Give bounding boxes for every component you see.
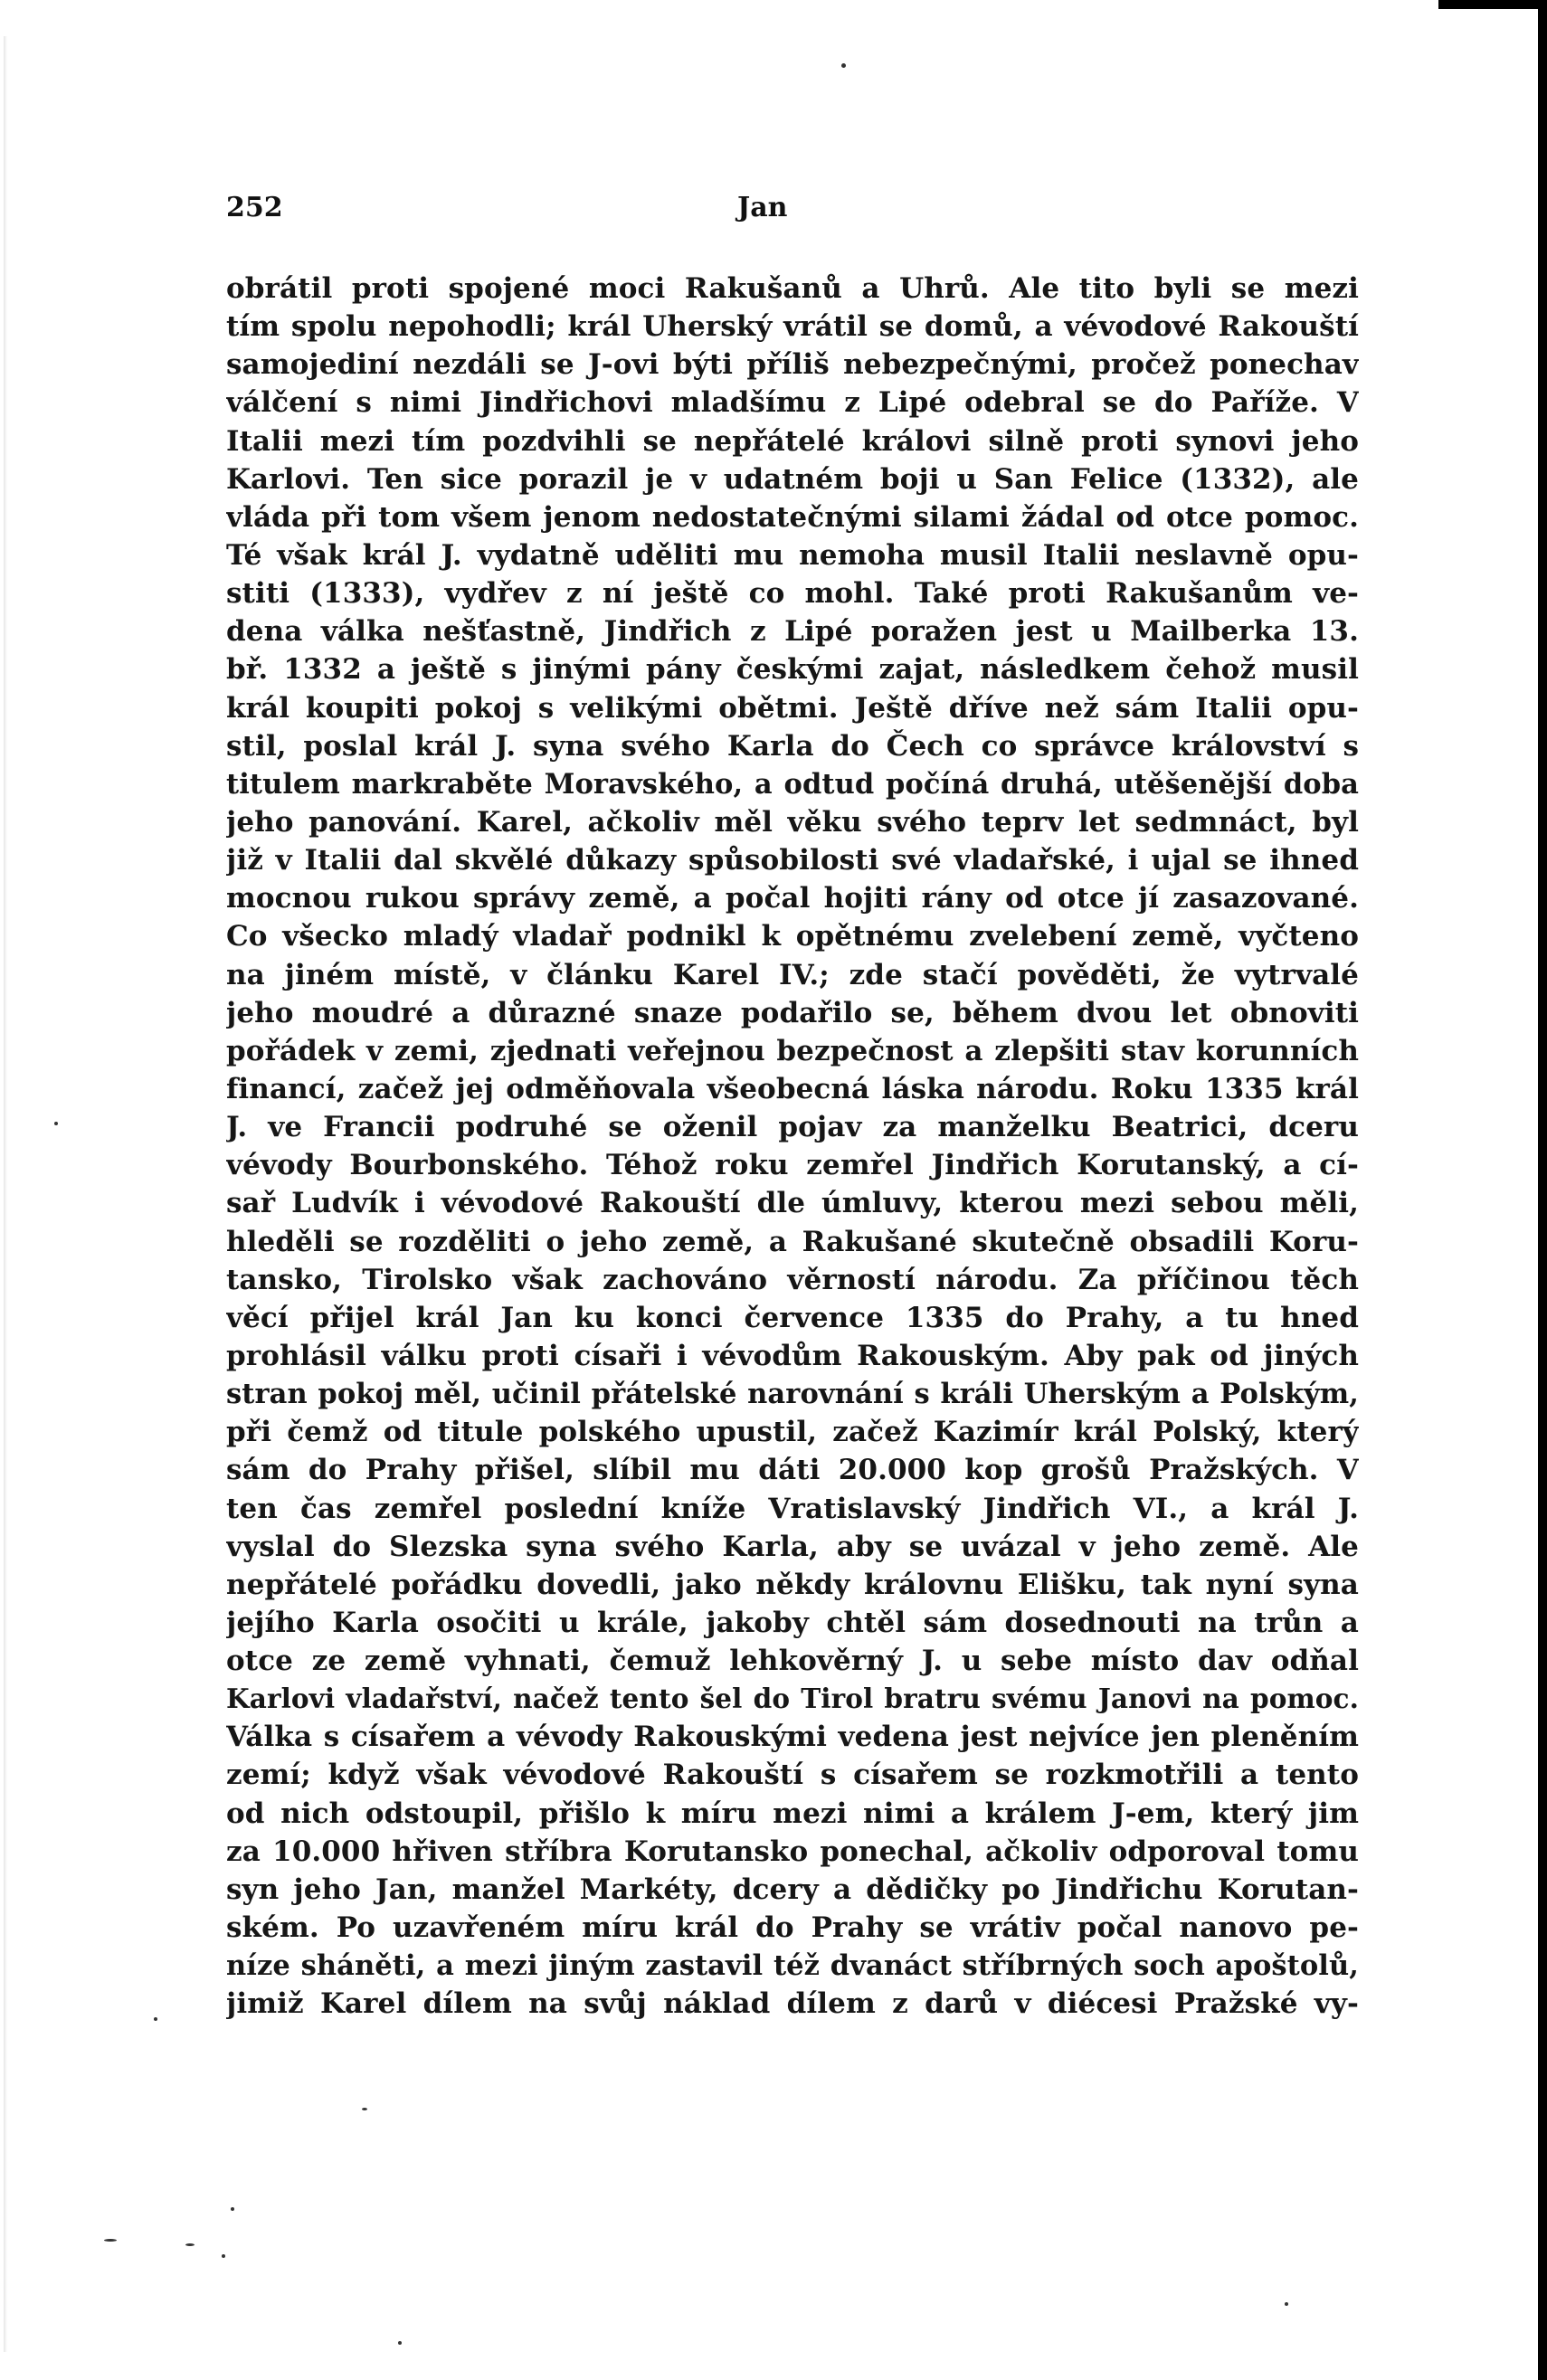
text-line: nepřátelé pořádku dovedli, jako někdy královnu Elišku, tak nyní syna (226, 1568, 1359, 1601)
text-line: Co všecko mladý vladař podnikl k opětnému zvelebení země, vyčteno (226, 920, 1359, 953)
text-line: král koupiti pokoj s velikými obětmi. Ještě dříve než sám Italii opu- (226, 691, 1359, 725)
text-line: stil, poslal král J. syna svého Karla do Čech co správce království s (226, 729, 1359, 763)
text-line: stran pokoj měl, učinil přátelské narovnání s králi Uherským a Polským, (226, 1378, 1359, 1411)
text-line: sař Ludvík i vévodové Rakouští dle úmluvy, kterou mezi sebou měli, (226, 1187, 1359, 1220)
text-line: titulem markraběte Moravského, a odtud počíná druhá, utěšenější doba (226, 767, 1359, 801)
text-line: Válka s císařem a vévody Rakouskými vedena jest nejvíce jen pleněním (226, 1721, 1359, 1754)
text-line: J. ve Francii podruhé se oženil pojav za manželku Beatrici, dceru (226, 1111, 1359, 1144)
text-line: zemí; když však vévodové Rakouští s císařem se rozkmotřili a tento (226, 1759, 1359, 1792)
text-line: prohlásil válku proti císaři i vévodům Rakouským. Aby pak od jiných (226, 1339, 1359, 1372)
text-line: tím spolu nepohodli; král Uherský vrátil se domů, a vévodové Rakouští (226, 310, 1359, 344)
text-line: jeho moudré a důrazné snaze podařilo se, během dvou let obnoviti (226, 996, 1359, 1029)
text-line: pořádek v zemi, zjednati veřejnou bezpečnost a zlepšiti stav korunních (226, 1034, 1359, 1067)
running-head: Jan (737, 192, 788, 223)
text-line: syn jeho Jan, manžel Markéty, dcery a dědičky po Jindřichu Korutan- (226, 1873, 1359, 1906)
text-line: již v Italii dal skvělé důkazy spůsobilosti své vladařské, i ujal se ihned (226, 844, 1359, 877)
text-line: jeho panování. Karel, ačkoliv měl věku svého teprv let sedmnáct, byl (226, 805, 1359, 839)
text-line: Italii mezi tím pozdvihli se nepřátelé královi silně proti synovi jeho (226, 424, 1359, 458)
text-line: jejího Karla osočiti u krále, jakoby chtěl sám dosednouti na trůn a (226, 1606, 1359, 1639)
text-line: vyslal do Slezska syna svého Karla, aby se uvázal v jeho země. Ale (226, 1530, 1359, 1563)
text-line: jimiž Karel dílem na svůj náklad dílem z darů v diécesi Pražské vy- (226, 1987, 1359, 2021)
text-line: Karlovi. Ten sice porazil je v udatném boji u San Felice (1332), ale (226, 462, 1359, 496)
text-line: věcí přijel král Jan ku konci července 1335 do Prahy, a tu hned (226, 1301, 1359, 1334)
text-line: vévody Bourbonského. Téhož roku zemřel Jindřich Korutanský, a cí- (226, 1149, 1359, 1182)
text-line: ském. Po uzavřeném míru král do Prahy se vrátiv počal nanovo pe- (226, 1911, 1359, 1945)
text-line: na jiném místě, v článku Karel IV.; zde stačí pověděti, že vytrvalé (226, 958, 1359, 991)
text-line: níze sháněti, a mezi jiným zastavil též dvanáct stříbrných soch apoštolů, (226, 1949, 1359, 1983)
text-line: mocnou rukou správy země, a počal hojiti rány od otce jí zasazované. (226, 882, 1359, 915)
page-number: 252 (226, 192, 283, 223)
text-line: ten čas zemřel poslední kníže Vratislavský Jindřich VI., a král J. (226, 1492, 1359, 1525)
text-line: dena válka nešťastně, Jindřich z Lipé poražen jest u Mailberka 13. (226, 615, 1359, 649)
text-line: válčení s nimi Jindřichovi mladšímu z Lipé odebral se do Paříže. V (226, 386, 1359, 420)
text-line: otce ze země vyhnati, čemuž lehkověrný J. u sebe místo dav odňal (226, 1645, 1359, 1678)
text-line: Karlovi vladařství, načež tento šel do Tirol bratru svému Janovi na pomoc. (226, 1683, 1359, 1715)
text-line: bř. 1332 a ještě s jinými pány českými zajat, následkem čehož musil (226, 653, 1359, 687)
page-header (226, 192, 1357, 228)
text-line: samojediní nezdáli se J-ovi býti příliš nebezpečnými, pročež ponechav (226, 348, 1359, 382)
text-line: od nich odstoupil, přišlo k míru mezi nimi a králem J-em, který jim (226, 1797, 1359, 1830)
text-line: sám do Prahy přišel, slíbil mu dáti 20.000 kop grošů Pražských. V (226, 1454, 1359, 1487)
text-line: za 10.000 hřiven stříbra Korutansko ponechal, ačkoliv odporoval tomu (226, 1835, 1359, 1868)
scan-shadow-left (4, 36, 7, 2352)
text-line: při čemž od titule polského upustil, začež Kazimír král Polský, který (226, 1416, 1359, 1449)
scan-border-top (1438, 0, 1547, 9)
text-line: obrátil proti spojené moci Rakušanů a Uhrů. Ale tito byli se mezi (226, 272, 1359, 305)
text-line: financí, začež jej odměňovala všeobecná láska národu. Roku 1335 král (226, 1072, 1359, 1105)
text-line: hleděli se rozděliti o jeho země, a Rakušané skutečně obsadili Koru- (226, 1225, 1359, 1258)
scan-border-right (1538, 0, 1547, 2380)
text-line: tansko, Tirolsko však zachováno věrností národu. Za příčinou těch (226, 1263, 1359, 1296)
text-line: stiti (1333), vydřev z ní ještě co mohl. Také proti Rakušanům ve- (226, 577, 1359, 611)
text-line: Té však král J. vydatně uděliti mu nemoha musil Italii neslavně opu- (226, 538, 1359, 572)
body-text (226, 270, 1359, 2023)
text-line: vláda při tom všem jenom nedostatečnými silami žádal od otce pomoc. (226, 500, 1359, 534)
